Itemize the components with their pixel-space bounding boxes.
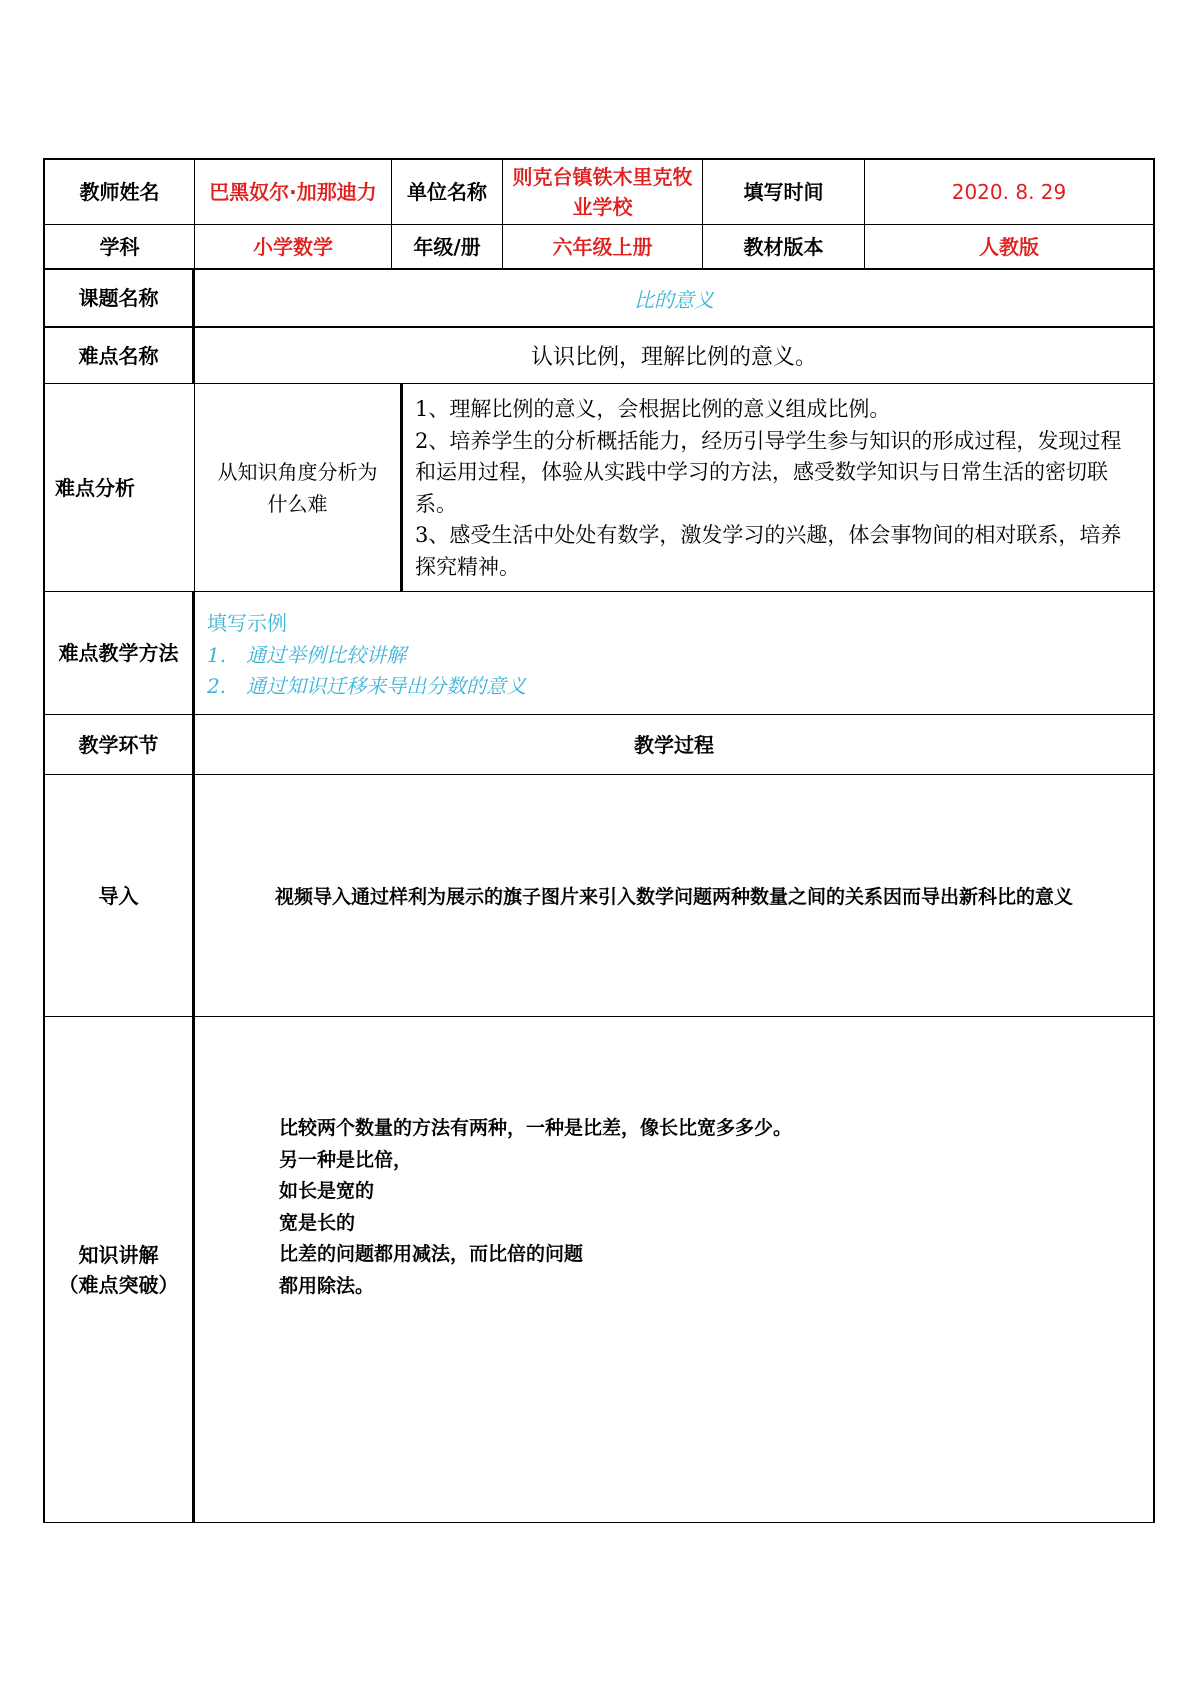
teacher-label: 教师姓名: [45, 160, 195, 224]
analysis-points: [403, 384, 1153, 591]
topic-row: [45, 270, 1153, 328]
teacher-value: 巴黑奴尔·加那迪力: [195, 160, 392, 224]
knowledge-line: 另一种是比倍，: [279, 1148, 413, 1171]
methods-label: 难点教学方法: [45, 592, 195, 714]
knowledge-row: [45, 1017, 1153, 1523]
difficulty-value: 认识比例，理解比例的意义。: [530, 345, 817, 370]
analysis-point: 3、感受生活中处处有数学，激发学习的兴趣，体会事物间的相对联系，培养探究精神。: [415, 523, 1122, 579]
difficulty-label: 难点名称: [45, 328, 195, 383]
date-value: 2020. 8. 29: [951, 180, 1067, 204]
methods-item: 1. 通过举例比较讲解: [207, 642, 407, 667]
subject-value: 小学数学: [195, 225, 392, 268]
methods-content: [195, 592, 1153, 714]
lesson-plan-table: [43, 158, 1155, 1523]
topic-value: 比的意义: [634, 287, 714, 312]
grade-label: 年级/册: [392, 225, 503, 268]
difficulty-row: [45, 328, 1153, 384]
methods-item: 2. 通过知识迁移来导出分数的意义: [207, 674, 527, 698]
knowledge-label-line: （难点突破）: [58, 1273, 179, 1297]
intro-row: [45, 775, 1153, 1017]
knowledge-label: [45, 1017, 195, 1523]
analysis-label: 难点分析: [45, 384, 195, 591]
methods-row: [45, 592, 1153, 715]
knowledge-line: 宽是长的: [279, 1211, 356, 1234]
methods-heading: 填写示例: [207, 611, 287, 635]
knowledge-line: 都用除法。: [279, 1274, 375, 1297]
analysis-sub-label: 从知识角度分析为什么难: [195, 384, 403, 591]
knowledge-line: 如长是宽的: [279, 1180, 375, 1202]
knowledge-label-line: 知识讲解: [78, 1243, 159, 1267]
grade-value: 六年级上册: [503, 225, 703, 268]
analysis-point: 1、理解比例的意义，会根据比例的意义组成比例。: [415, 397, 891, 421]
header-row-2: [45, 225, 1153, 270]
process-row: [45, 715, 1153, 775]
analysis-row: [45, 384, 1153, 592]
knowledge-content: [195, 1017, 1153, 1523]
topic-label: 课题名称: [45, 270, 195, 326]
edition-label: 教材版本: [703, 225, 865, 268]
knowledge-line: 比差的问题都用减法，而比倍的问题: [279, 1243, 584, 1265]
knowledge-line: 比较两个数量的方法有两种，一种是比差，像长比宽多多少。: [279, 1117, 793, 1139]
analysis-point: 2、培养学生的分析概括能力，经历引导学生参与知识的形成过程，发现过程和运用过程，体验从实践中学习的方法，感受数学知识与日常生活的密切联系。: [415, 428, 1122, 516]
unit-value: 则克台镇铁木里克牧业学校: [503, 160, 703, 224]
unit-label: 单位名称: [392, 160, 503, 224]
intro-label: 导入: [45, 775, 195, 1016]
process-label: 教学环节: [45, 715, 195, 774]
subject-label: 学科: [45, 225, 195, 268]
header-row-1: [45, 160, 1153, 225]
date-label: 填写时间: [703, 160, 865, 224]
edition-value: 人教版: [979, 234, 1039, 259]
process-value: 教学过程: [634, 732, 714, 757]
intro-value: 视频导入通过样利为展示的旗子图片来引入数学问题两种数量之间的关系因而导出新科比的意义: [274, 886, 1073, 908]
